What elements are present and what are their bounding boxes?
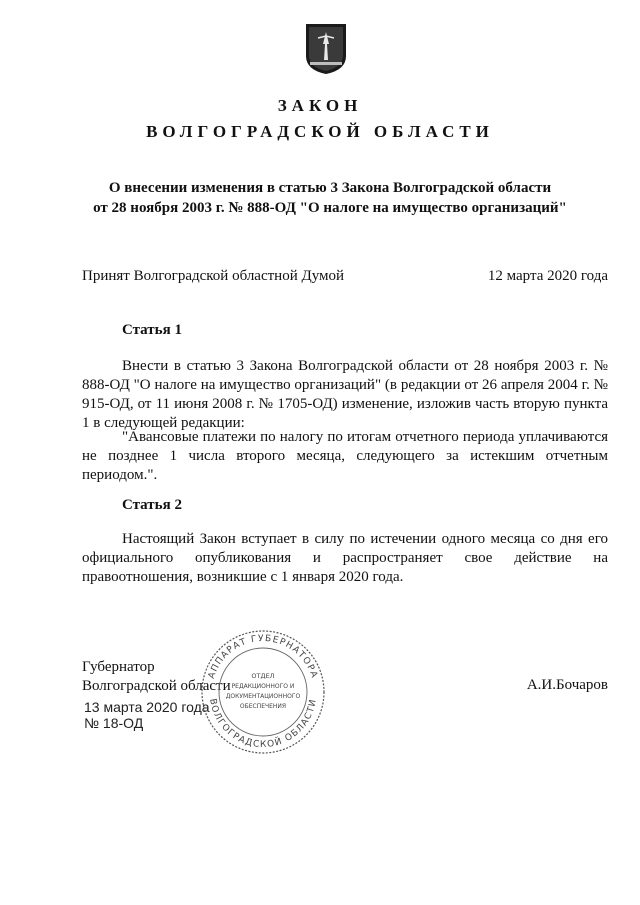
- law-subject-line1: О внесении изменения в статью 3 Закона Волгоградской области: [108, 180, 552, 196]
- article-1-paragraph-1: Внести в статью 3 Закона Волгоградской области от 28 ноября 2003 г. № 888-ОД "О налоге на имущество организаций" (в редакции от 26 апреля 2004 г. № 915-ОД, от 11 июня 2008 г. № 1705-ОД) изменение, изложив часть вторую пункта 1 в следующей редакции:: [82, 358, 608, 431]
- stamp-outer-bottom-text: ВОЛГОГРАДСКОЙ ОБЛАСТИ: [207, 697, 319, 751]
- issuing-region-title: ВОЛГОГРАДСКОЙ ОБЛАСТИ: [146, 122, 494, 141]
- law-subject: [90, 178, 570, 218]
- signatory-region: Волгоградской области: [82, 678, 231, 694]
- document-type-title: ЗАКОН: [277, 96, 363, 115]
- official-seal-stamp: [198, 628, 328, 756]
- adopted-by-label: Принят Волгоградской областной Думой: [82, 268, 345, 284]
- registration-date: 13 марта 2020 года: [84, 699, 210, 715]
- volgograd-coat-of-arms-icon: [304, 22, 348, 76]
- stamp-outer-top-text: АППАРАТ ГУБЕРНАТОРА: [206, 633, 320, 681]
- stamp-center-line-2: РЕДАКЦИОННОГО И: [231, 683, 295, 690]
- registration-info: [84, 699, 210, 731]
- stamp-center-line-3: ДОКУМЕНТАЦИОННОГО: [225, 693, 301, 700]
- stamp-center-line-1: ОТДЕЛ: [251, 672, 275, 680]
- signatory-title: Губернатор: [82, 659, 155, 675]
- stamp-center-line-4: ОБЕСПЕЧЕНИЯ: [239, 703, 287, 710]
- law-subject-line2: от 28 ноября 2003 г. № 888-ОД "О налоге на имущество организаций": [93, 200, 567, 216]
- adoption-date: 12 марта 2020 года: [487, 268, 608, 284]
- article-1-paragraph-2: "Авансовые платежи по налогу по итогам отчетного периода уплачиваются не позднее 1 числа второго месяца, следующего за истекшим отчетным периодом.".: [82, 429, 608, 483]
- article-2-paragraph-1: Настоящий Закон вступает в силу по истечении одного месяца со дня его официального опубликования и распространяет свое действие на правоотношения, возникшие с 1 января 2020 года.: [82, 531, 608, 585]
- registration-number: № 18-ОД: [84, 715, 144, 731]
- signatory-name: А.И.Бочаров: [526, 677, 608, 693]
- article-2-heading: Статья 2: [122, 497, 182, 513]
- article-1-heading: Статья 1: [122, 322, 182, 338]
